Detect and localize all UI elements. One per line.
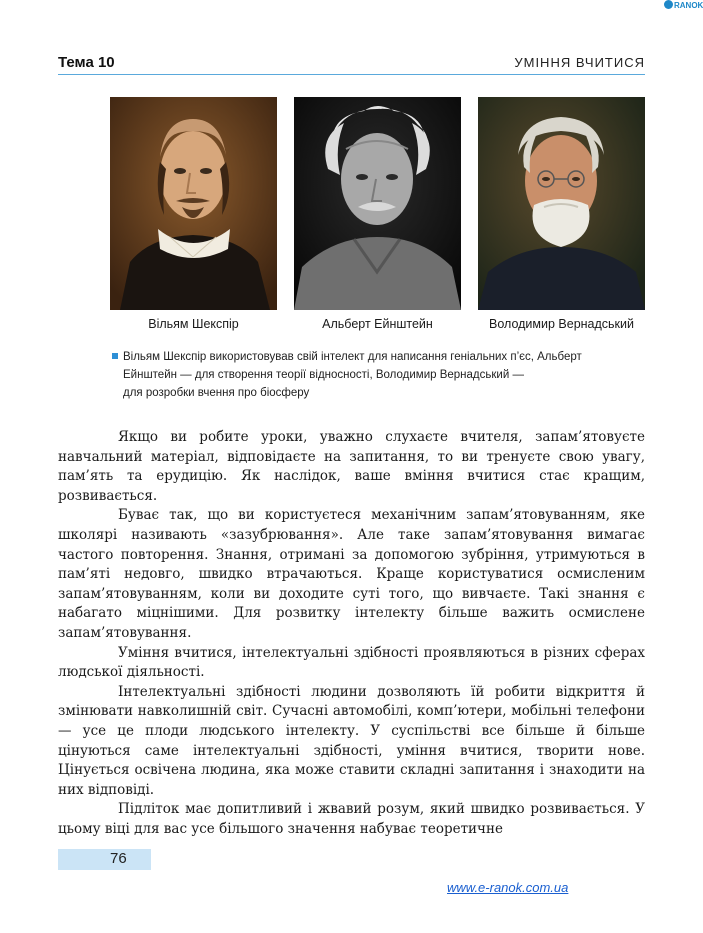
paragraph: Якщо ви робите уроки, уважно слухаєте вчителя, запам’ятовуєте навчальний матеріал, відповідаєте на запитання, то ви тренуєте свою увагу, пам’ять та ерудицію. Як наслідок, ваше вміння вчитися стає кращим, розвивається.	[58, 429, 645, 504]
header-divider	[58, 74, 645, 75]
main-text	[58, 428, 645, 839]
figure-caption-line: для розробки вчення про біосферу	[123, 387, 310, 399]
portrait-caption-shakespeare: Вільям Шекспір	[148, 317, 239, 331]
shakespeare-portrait	[110, 97, 277, 310]
figure-caption	[112, 348, 652, 402]
logo-icon	[664, 0, 673, 9]
paragraph: Інтелектуальні здібності людини дозволяють їй робити відкриття й змінювати навколишній світ. Сучасні автомобілі, комп’ютери, мобільні телефони — усе це плоди людського інтелекту. У суспільстві все більше й більше цінуються саме інтелектуальні здібності, уміння вчитися, творити нове. Цінується освічена людина, яка може ставити складні запитання і знаходити на них відповіді.	[58, 683, 645, 798]
website-link[interactable]: www.e-ranok.com.ua	[447, 880, 569, 895]
page-number: 76	[110, 850, 127, 867]
page-header	[58, 54, 645, 74]
section-title: УМІННЯ ВЧИТИСЯ	[514, 55, 645, 70]
portrait-caption-vernadsky: Володимир Вернадський	[489, 317, 634, 331]
vernadsky-portrait	[478, 97, 645, 310]
logo-text: RANOK	[674, 1, 703, 10]
einstein-portrait	[294, 97, 461, 310]
paragraph: Буває так, що ви користуєтеся механічним запам’ятовуванням, яке школярі називають «зазубрювання». Але таке запам’ятовування вимагає частого повторення. Знання, отримані за допомогою зубріння, утримуються в пам’яті недовго, швидко втрачаються. Краще користуватися осмисленим запам’ятовуванням, коли ви доходите суті того, що вивчаєте. Такі знання є набагато міцнішими. Для розвитку інтелекту більше важить осмислене запам’ятовування.	[58, 507, 645, 641]
paragraph: Підліток має допитливий і жвавий розум, який швидко розвивається. У цьому віці для вас усе більшого значення набуває теоретичне	[58, 801, 645, 837]
figure-caption-line: Вільям Шекспір використовував свій інтелект для написання геніальних п’єс, Альберт	[123, 351, 582, 363]
topic-label: Тема 10	[58, 54, 115, 71]
publisher-logo	[664, 0, 703, 10]
bullet-icon	[112, 353, 118, 359]
figure-caption-line: Ейнштейн — для створення теорії відносності, Володимир Вернадський —	[123, 369, 524, 381]
paragraph: Уміння вчитися, інтелектуальні здібності проявляються в різних сферах людської діяльності.	[58, 644, 645, 681]
portrait-caption-einstein: Альберт Ейнштейн	[322, 317, 433, 331]
page-number-box	[58, 849, 151, 870]
